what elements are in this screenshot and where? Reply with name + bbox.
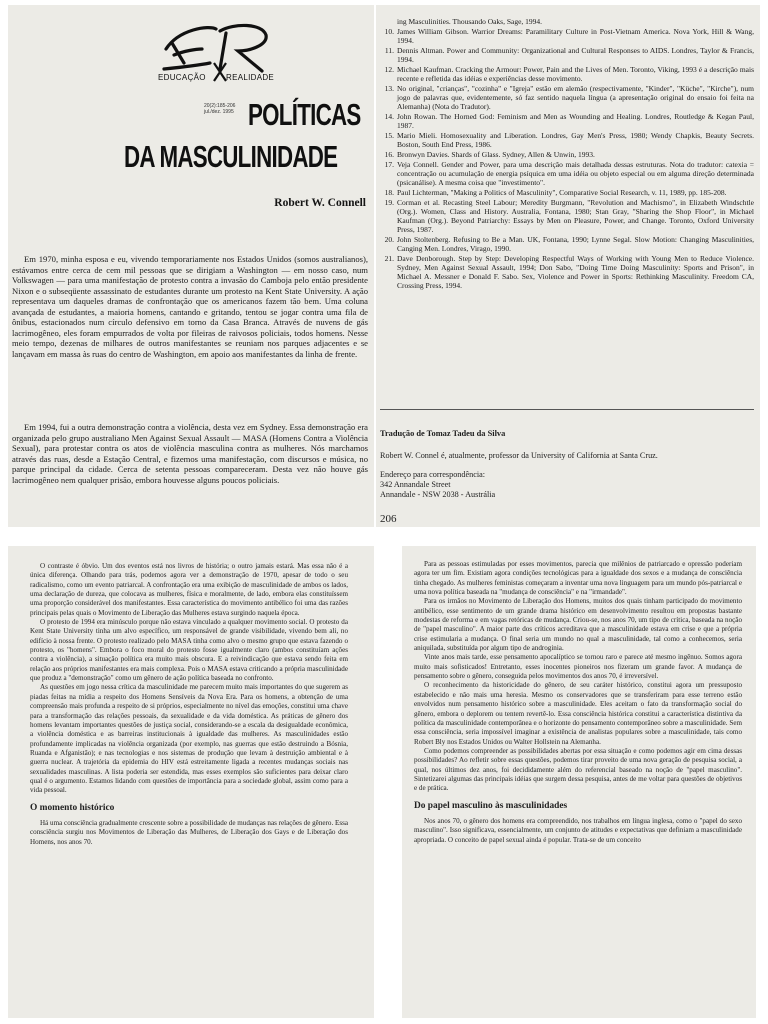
page-number: 206 [380, 513, 397, 525]
logo-label-realidade: REALIDADE [226, 73, 275, 82]
page-body-left [8, 546, 374, 1018]
section-heading: Do papel masculino às masculinidades [414, 800, 568, 811]
note-item: 18. Paul Lichterman, "Making a Politics of Masculinity", Comparative Social Research, v. 11, 1989, pp. 185-208. [384, 188, 727, 197]
article-title-line1: POLÍTICAS [248, 97, 361, 132]
journal-date: jul./dez. 1995 [204, 109, 234, 115]
paragraph: O contraste é óbvio. Um dos eventos está nos livros de história; o outro jamais estará. Mas essa não é a única diferença. Olhando para trás, podemos agora ver a demonstração de 1970, apesar de todo o seu radicalismo, como um evento patriarcal. A confrontação era uma exibição de masculinidade de ambos os lados, uma declaração de dureza, que colocava as mulheres, física e moralmente, de lado, embora elas constituíssem uma proporção considerável dos manifestantes. Essa característica do movimento antibélico foi uma das razões principais pelas quais o Movimento de Liberação das Mulheres estava surgindo naquela época. [30, 562, 348, 617]
page-body-right [402, 546, 756, 1018]
note-item: 15. Mario Mieli. Homosexuality and Liberation. Londres, Gay Men's Press, 1980; Wendy Chapkis, Beauty Secrets. Boston, South End Press, 1986. [384, 131, 754, 149]
journal-volume: 20(2):185-206 [204, 103, 236, 109]
note-item: ing Masculinities. Thousando Oaks, Sage, 1994. [397, 17, 543, 26]
page-notes [376, 5, 760, 527]
paragraph: Vinte anos mais tarde, esse pensamento apocalíptico se tornou raro e parece até mesmo ingênuo. Somos agora muito mais sofisticados! Entretanto, esses inocentes pioneiros nos fizeram um grande favor. A mudança de pensamento sobre o gênero, conseguida pelos movimentos dos anos 70, é irreversível. [414, 653, 742, 681]
address-line: 342 Annandale Street [380, 480, 451, 489]
intro-paragraph-2 [12, 422, 368, 485]
section-heading: O momento histórico [30, 802, 115, 813]
paragraph: Em 1994, fui a outra demonstração contra a violência, desta vez em Sydney. Essa demonstração era organizada pelo grupo australiano Men Against Sexual Assault — MASA (Homens Contra a Violência Sexual), para protestar contra os atos de violência masculina contra as mulheres. Nós marchamos através das ruas, desde a Estação Central, e fizemos uma manifestação, com discursos e música, no parque principal da cidade. Cerca de setenta pessoas compareceram. Desta vez não houve gás lacrimogêneo nem qualquer prisão, embora houvesse alguns poucos policiais. [12, 422, 368, 485]
correspondence-address [380, 470, 495, 500]
note-item: 16. Bronwyn Davies. Shards of Glass. Sydney, Allen & Unwin, 1993. [384, 150, 595, 159]
paragraph: As questões em jogo nessa crítica da masculinidade me parecem muito mais importantes do que sugerem as piadas feitas na mídia a respeito dos Homens Sensíveis da Nova Era. Para os homens, a obtenção de uma compreensão mais profunda a respeito de si próprios, especialmente no nível das emoções, constitui uma chave para a transformação das relações pessoais, da sexualidade e da vida doméstica. As práticas de gênero dos homens levantam importantes questões de justiça social, considerando-se a escala da desigualdade econômica, a violência doméstica e as barreiras institucionais à igualdade das mulheres. As masculinidades estão profundamente implicadas na violência organizada (por exemplo, nas guerras que estão destruindo a Bósnia, Ruanda e Afganistão); e nas tecnologias e nos sistemas de produção que levam à destruição ambiental e à guerra nuclear. A trajetória da epidemia do HIV está estreitamente ligada a recentes mudanças sociais nas sexualidades masculinas. A lista poderia ser estendida, mas esses exemplos são suficientes para deixar claro qual é o argumento. Estamos lidando com questões de importância para a sociedade global, assim como para a vida pessoal. [30, 683, 348, 795]
journal-meta [204, 103, 235, 115]
journal-logo [154, 19, 282, 97]
note-item: 19. Corman et al. Recasting Steel Labour; Meredity Burgmann, "Revolution and Machismo", in Elizabeth Windschtle (Org.). Women, Class and History. Australia, Fontana, 1980; Stan Gray, "Sharing the Shop Floor", in Michael Kaufman (Org.). Beyond Patriarchy: Essays by Men on Pleasure, Power, and Change. Toronto, Oxford University Press, 1987. [384, 198, 754, 234]
author-bio: Robert W. Connel é, atualmente, professor da University of California at Santa Cruz. [380, 451, 658, 460]
text-column [30, 562, 348, 847]
note-item: 10. James William Gibson. Warrior Dreams: Paramilitary Culture in Post-Vietnam America. Nova York, Hill & Wang, 1994. [384, 27, 754, 45]
logo-label-educacao: EDUCAÇÃO [158, 73, 206, 82]
notes-list [380, 17, 754, 291]
note-item: 13. No original, "crianças", "cozinha" e "Igreja" estão em alemão (respectivamente, "Kinder", "Küche", "Kirche"), num jogo de palavras que, evidentemente, só faz sentido naquela língua (a apresentação original do ensaio foi feita na Alemanha) (Nota do Tradutor). [384, 84, 754, 111]
note-item: 14. John Rowan. The Horned God: Feminism and Men as Wounding and Healing. Londres, Routledge & Kegan Paul, 1987. [384, 112, 754, 130]
paragraph: Como podemos compreender as possibilidades abertas por essa situação e como podemos agir em cima dessas possibilidades? Ao refletir sobre essas questões, podemos tirar proveito de uma nova geração de pesquisa social, a qual, nos últimos dez anos, foi decididamente além do referencial baseado na noção de "papel masculino". Sintetizarei algumas das principais idéias que surgem dessa pesquisa, antes de me voltar para questões de objetivos e de prática. [414, 746, 742, 793]
paragraph: Nos anos 70, o gênero dos homens era compreendido, nos trabalhos em língua inglesa, como o "papel do sexo masculino". Isso significava, essencialmente, um conjunto de atitudes e expectativas que definiam a masculinidade apropriada. O conceito de papel sexual ainda é popular. Trata-se de um conceito [414, 816, 742, 844]
note-item: 17. Veja Connell. Gender and Power, para uma descrição mais detalhada dessas estruturas. Nota do tradutor: catexia = concentração ou acumulação de energia psíquica em uma idéia ou objeto especial ou em alguma direção determinada (psicanálise). A mesma coisa que "investimento". [384, 160, 754, 187]
note-item: 12. Michael Kaufman. Cracking the Armour: Power, Pain and the Lives of Men. Toronto, Viking, 1993 é a descrição mais recente e refletida das idéias e experiências desse movimento. [384, 65, 754, 83]
paragraph: Há uma consciência gradualmente crescente sobre a possibilidade de mudanças nas relações de gênero. Essa consciência surgiu nos Movimentos de Liberação das Mulheres, de Liberação dos Gays e de Liberação dos Homens, nos anos 70. [30, 818, 348, 846]
note-item: 20. John Stoltenberg. Refusing to Be a Man. UK, Fontana, 1990; Lynne Segal. Slow Motion: Changing Masculinities, Canging Men. Londres, Virago, 1990. [384, 235, 754, 253]
logo-er-icon [154, 19, 282, 97]
paragraph: Em 1970, minha esposa e eu, vivendo temporariamente nos Estados Unidos (somos australianos), estávamos entre cerca de cem mil pessoas que se dirigiam a Washington — em nosso caso, num Volkswagen — para uma manifestação de protesto contra a invasão do Camboja pelo então presidente Nixon e o subseqüente assassinato de estudantes durante um protesto na Kent State University. A ação representava um daqueles dramas de confrontação que os americanos fazem tão bem. Uma coluna avançada de estudantes, a maioria homens, cantando e gritando, tentou se jogar contra uma fila de ônibus, estacionados num círculo defensivo em torno da Casa Branca. Através de nuvens de gás lacrimogêneo, eles foram empurrados de volta por fileiras de raivosos policiais, todos homens. Nesse meio tempo, dezenas de milhares de outros manifestantes se reuniam nos parques adjacentes e se lançavam em massa às ruas do centro de Washington, em apoio aos manifestantes da linha de frente. [12, 254, 368, 359]
article-title-line2: DA MASCULINIDADE [124, 139, 338, 174]
address-line: Annandale - NSW 2038 - Austrália [380, 490, 496, 499]
note-item: 21. Dave Denborough. Step by Step: Developing Respectful Ways of Working with Young Men to Reduce Violence. Sydney, Men Against Sexual Assault, 1994; Don Sabo, "Doing Time Doing Masculinity: Sports and Prison", in Michael A. Messner e Donald F. Sabo. Sex, Violence and Power in Sports: Rethinking Masculinity. Freedom CA, Crossing Press, 1994. [384, 254, 754, 290]
intro-paragraph-1 [12, 254, 368, 359]
note-item: 11. Dennis Altman. Power and Community: Organizational and Cultural Responses to AIDS. Londres, Taylor & Francis, 1994. [384, 46, 754, 64]
article-author: Robert W. Connell [274, 197, 366, 209]
paragraph: Para os irmãos no Movimento de Liberação dos Homens, muitos dos quais tinham participado do movimento antibélico, esse sentimento de um grande drama histórico em desenvolvimento resultou em propostas bastante modestas de reforma e em vagas retóricas de mudança. Criou-se, nos anos 70, um tipo de crítica, baseada na noção de "papel masculino". A maior parte dos críticos acreditava que a masculinidade estava em crise e que a própria crise estimularia a mudança. O final seria um mundo no qual a masculinidade, tal como a conhecemos, seria aniquilada, substituída por algum tipo de androginia. [414, 597, 742, 653]
paragraph: O reconhecimento da historicidade do gênero, de seu caráter histórico, constitui agora um pressuposto estabelecido e não mais uma heresia. Mesmo os conservadores que se transferiram para esse terreno estão envolvidos num pensamento histórico sobre a masculinidade. Eles aceitam o fato da transformação social do gênero, embora o deplorem ou tentem revertê-lo. Essa consciência histórica constitui a característica distintiva da política da masculinidade contemporânea e o horizonte do pensamento contemporâneo sobre a masculinidade. Sem essa consciência, seria impossível imaginar a existência de analistas populares sobre a masculinidade, tais como Robert Bly nos Estados Unidos ou Walter Hollstein na Alemanha. [414, 681, 742, 746]
paragraph: O protesto de 1994 era minúsculo porque não estava vinculado a qualquer movimento social. O protesto da Kent State University tinha um alvo específico, um responsável de grande visibilidade, vivendo bem ali, no edifício à nossa frente. O protesto realizado pelo MASA tinha como alvo o mesmo grupo que estava fazendo o protesto, os "homens". Embora o foco moral do protesto fosse igualmente claro (ambos constituíam ações contra a violência), a situação política era muito mais obscura. E a reivindicação que estava sendo feita em relação aos próprios manifestantes era mais complexa. Pois o MASA estava criticando a própria masculinidade que produz a "demonstração" como um gênero de ação política baseada no confronto. [30, 618, 348, 683]
text-column [414, 560, 742, 845]
translation-credit: Tradução de Tomaz Tadeu da Silva [380, 429, 506, 438]
page-title-page [8, 5, 374, 527]
paragraph: Para as pessoas estimuladas por esses movimentos, parecia que milênios de patriarcado e opressão poderiam agora ter um fim. Existiam agora condições tecnológicas para a igualdade dos sexos e a mudança de consciência tinha chegado. As mulheres feministas começaram a inventar uma nova linguagem para um mundo pós-patriarcal e uma nova política baseada na "mudança de consciência" e na "irmandade". [414, 560, 742, 597]
address-label: Endereço para correspondência: [380, 470, 486, 479]
divider [380, 409, 754, 410]
